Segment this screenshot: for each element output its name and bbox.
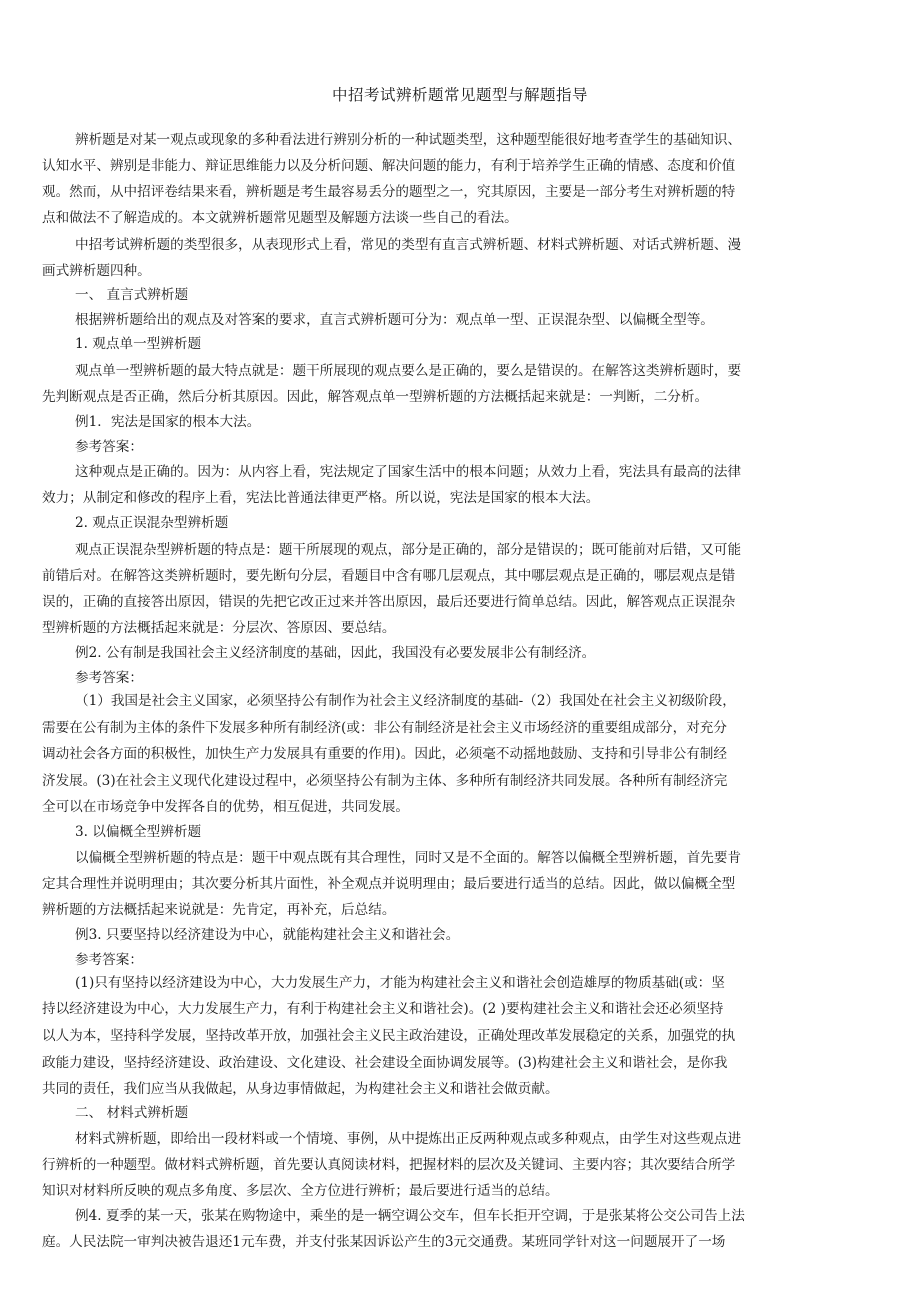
section-heading-1: 一、 直言式辨析题 xyxy=(75,287,189,303)
paragraph-line: 材料式辨析题，即给出一段材料或一个情境、事例，从中提炼出正反两种观点或多种观点，由学生对这些观点进 xyxy=(75,1131,742,1147)
subsection-heading-3: 3. 以偏概全型辨析题 xyxy=(75,824,202,840)
paragraph-line: 以人为本，坚持科学发展，坚持改革开放，加强社会主义民主政治建设，正确处理改革发展稳定的关系，加强党的执 xyxy=(42,1028,736,1044)
paragraph-line: 持以经济建设为中心，大力发展生产力，有利于构建社会主义和谐社会)。(2 )要构建社会主义和谐社会还必须坚持 xyxy=(42,1001,724,1017)
paragraph-line: 根据辨析题给出的观点及对答案的要求，直言式辨析题可分为：观点单一型、正误混杂型、以偏概全型等。 xyxy=(75,312,714,328)
paragraph-line: 以偏概全型辨析题的特点是：题干中观点既有其合理性，同时又是不全面的。解答以偏概全型辨析题，首先要肯 xyxy=(75,850,742,866)
paragraph-line: 前错后对。在解答这类辨析题时，要先断句分层，看题目中含有哪几层观点，其中哪层观点是正确的，哪层观点是错 xyxy=(42,568,736,584)
paragraph-line: 辨析题的方法概括起来说就是：先肯定，再补充，后总结。 xyxy=(42,902,396,918)
paragraph-line: 效力；从制定和修改的程序上看，宪法比普通法律更严格。所以说，宪法是国家的根本大法。 xyxy=(42,490,600,506)
paragraph-line: 误的，正确的直接答出原因，错误的先把它改正过来并答出原因，最后还要进行简单总结。因此，解答观点正误混杂 xyxy=(42,594,736,610)
example-3: 例3. 只要坚持以经济建设为中心，就能构建社会主义和谐社会。 xyxy=(75,927,460,943)
paragraph-line: 认知水平、辨别是非能力、辩证思维能力以及分析问题、解决问题的能力，有利于培养学生正确的情感、态度和价值 xyxy=(42,158,736,174)
paragraph-line: 庭。人民法院一审判决被告退还1元车费，并支付张某因诉讼产生的3元交通费。某班同学针对这一问题展开了一场 xyxy=(42,1234,726,1250)
paragraph-line: 观点正误混杂型辨析题的特点是：题干所展现的观点，部分是正确的，部分是错误的；既可能前对后错，又可能 xyxy=(75,542,742,558)
section-heading-2: 二、 材料式辨析题 xyxy=(75,1105,189,1121)
paragraph-line: 点和做法不了解造成的。本文就辨析题常见题型及解题方法谈一些自己的看法。 xyxy=(42,210,518,226)
paragraph-line: 济发展。(3)在社会主义现代化建设过程中，必须坚持公有制为主体、多种所有制经济共同发展。各种所有制经济完 xyxy=(42,773,728,789)
paragraph-line: 观点单一型辨析题的最大特点就是：题干所展现的观点要么是正确的，要么是错误的。在解答这类辨析题时，要 xyxy=(75,363,742,379)
paragraph-line: 行辨析的一种题型。做材料式辨析题，首先要认真阅读材料，把握材料的层次及关键词、主要内容；其次要结合所学 xyxy=(42,1157,736,1173)
paragraph-line: 共同的责任，我们应当从我做起，从身边事情做起，为构建社会主义和谐社会做贡献。 xyxy=(42,1081,559,1097)
answer-label-3: 参考答案： xyxy=(75,952,143,968)
paragraph-line: 政能力建设，坚持经济建设、政治建设、文化建设、社会建设全面协调发展等。(3)构建社会主义和谐社会，是你我 xyxy=(42,1055,728,1071)
paragraph-line: 调动社会各方面的积极性，加快生产力发展具有重要的作用)。因此，必须毫不动摇地鼓励、支持和引导非公有制经 xyxy=(42,746,727,762)
subsection-heading-1: 1. 观点单一型辨析题 xyxy=(75,336,202,352)
example-4: 例4. 夏季的某一天，张某在购物途中，乘坐的是一辆空调公交车，但车长拒开空调，于是张某将公交公司告上法 xyxy=(75,1208,745,1224)
answer-label-1: 参考答案： xyxy=(75,439,143,455)
paragraph-line: (1)只有坚持以经济建设为中心，大力发展生产力，才能为构建社会主义和谐社会创造雄厚的物质基础(或：坚 xyxy=(75,975,725,991)
subsection-heading-2: 2. 观点正误混杂型辨析题 xyxy=(75,515,229,531)
example-2: 例2. 公有制是我国社会主义经济制度的基础，因此，我国没有必要发展非公有制经济。 xyxy=(75,645,596,661)
paragraph-line: 中招考试辨析题的类型很多，从表现形式上看，常见的类型有直言式辨析题、材料式辨析题、对话式辨析题、漫 xyxy=(75,237,742,253)
paragraph-line: 知识对材料所反映的观点多角度、多层次、全方位进行辨析；最后要进行适当的总结。 xyxy=(42,1183,559,1199)
example-1: 例1．宪法是国家的根本大法。 xyxy=(75,414,261,430)
paragraph-line: 全可以在市场竞争中发挥各自的优势，相互促进，共同发展。 xyxy=(42,799,410,815)
paragraph-line: 定其合理性并说明理由；其次要分析其片面性，补全观点并说明理由；最后要进行适当的总结。因此，做以偏概全型 xyxy=(42,876,736,892)
paragraph-line: 先判断观点是否正确，然后分析其原因。因此，解答观点单一型辨析题的方法概括起来就是：一判断，二分析。 xyxy=(42,389,709,405)
paragraph-line: （1）我国是社会主义国家，必须坚持公有制作为社会主义经济制度的基础-（2）我国处在社会主义初级阶段， xyxy=(75,693,736,709)
paragraph-line: 这种观点是正确的。因为：从内容上看，宪法规定了国家生活中的根本问题；从效力上看，宪法具有最高的法律 xyxy=(75,464,742,480)
paragraph-line: 需要在公有制为主体的条件下发展多种所有制经济(或：非公有制经济是社会主义市场经济的重要组成部分，对充分 xyxy=(42,720,727,736)
paragraph-line: 型辨析题的方法概括起来就是：分层次、答原因、要总结。 xyxy=(42,620,396,636)
paragraph-line: 观。然而，从中招评卷结果来看，辨析题是考生最容易丢分的题型之一，究其原因，主要是一部分考生对辨析题的特 xyxy=(42,184,736,200)
answer-label-2: 参考答案： xyxy=(75,670,143,686)
paragraph-line: 辨析题是对某一观点或现象的多种看法进行辨别分析的一种试题类型，这种题型能很好地考查学生的基础知识、 xyxy=(75,132,742,148)
paragraph-line: 画式辨析题四种。 xyxy=(42,263,151,279)
document-title: 中招考试辨析题常见题型与解题指导 xyxy=(331,86,588,104)
